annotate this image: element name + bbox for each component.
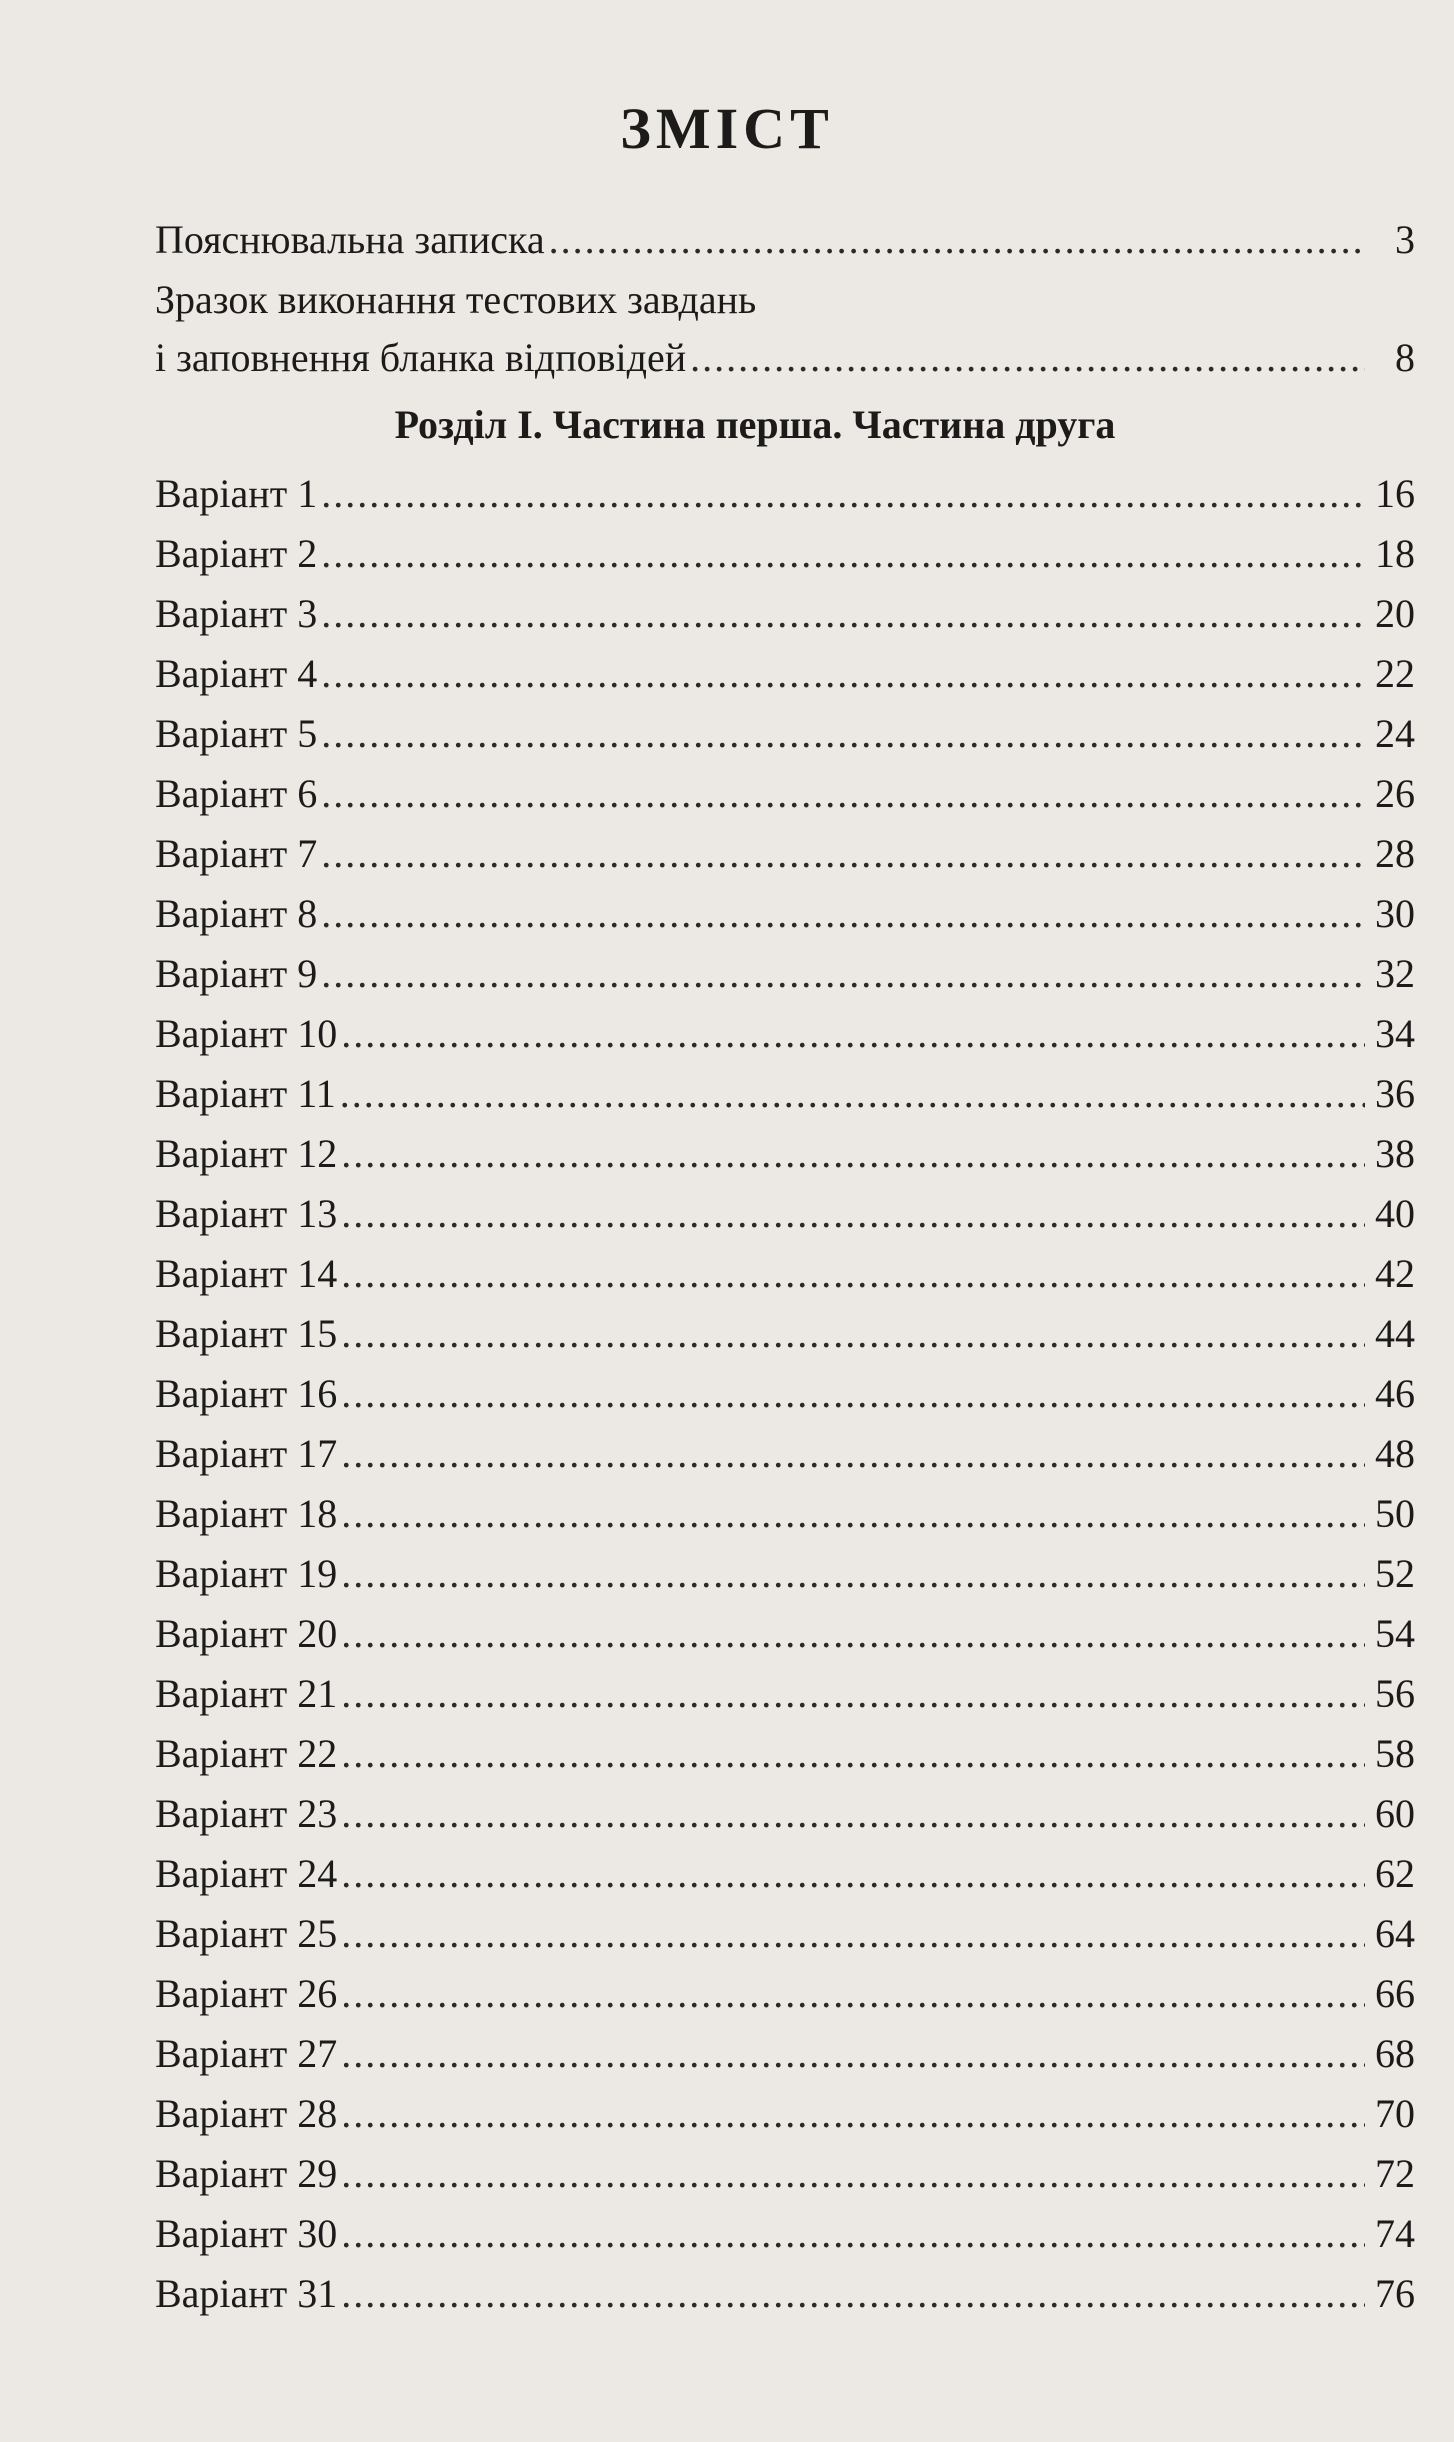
toc-leader-dots — [341, 1244, 1365, 1304]
toc-entry-variant[interactable] — [155, 1184, 1415, 1244]
toc-page-number: 8 — [1395, 335, 1415, 380]
toc-entry-label: Варіант 10 — [155, 1011, 338, 1056]
toc-entry-label: Варіант 1 — [155, 471, 318, 516]
toc-page-number: 18 — [1375, 531, 1415, 576]
toc-entry-variant[interactable] — [155, 764, 1415, 824]
toc-entry-variant[interactable] — [155, 644, 1415, 704]
toc-page-number: 74 — [1375, 2211, 1415, 2256]
toc-page-number: 22 — [1375, 651, 1415, 696]
toc-entry-label: Варіант 30 — [155, 2211, 338, 2256]
toc-page-number: 62 — [1375, 1851, 1415, 1896]
toc-entry-variant[interactable] — [155, 1124, 1415, 1184]
toc-entry-label: Варіант 20 — [155, 1611, 338, 1656]
toc-entry-label: Варіант 25 — [155, 1911, 338, 1956]
toc-entry-label: Варіант 17 — [155, 1431, 338, 1476]
toc-entry-label: Варіант 12 — [155, 1131, 338, 1176]
toc-page-number: 70 — [1375, 2091, 1415, 2136]
toc-page-number: 44 — [1375, 1311, 1415, 1356]
toc-entry-variant[interactable] — [155, 2084, 1415, 2144]
toc-entry-variant[interactable] — [155, 1904, 1415, 1964]
toc-entry-label: Варіант 11 — [155, 1071, 336, 1116]
toc-page-number: 24 — [1375, 711, 1415, 756]
toc-page-number: 60 — [1375, 1791, 1415, 1836]
toc-leader-dots — [341, 1184, 1365, 1244]
toc-leader-dots — [321, 524, 1365, 584]
toc-leader-dots — [341, 1664, 1365, 1724]
page-title: ЗМІСТ — [620, 96, 834, 161]
toc-entry-label: Варіант 4 — [155, 651, 318, 696]
toc-page-number: 36 — [1375, 1071, 1415, 1116]
toc-leader-dots — [341, 2084, 1365, 2144]
toc-entry-label: Варіант 8 — [155, 891, 318, 936]
table-of-contents — [155, 210, 1415, 2324]
toc-entry-label: Варіант 26 — [155, 1971, 338, 2016]
toc-page-number: 42 — [1375, 1251, 1415, 1296]
toc-entry-variant[interactable] — [155, 1244, 1415, 1304]
toc-page-number: 54 — [1375, 1611, 1415, 1656]
toc-entry-variant[interactable] — [155, 584, 1415, 644]
toc-entry-label: Варіант 18 — [155, 1491, 338, 1536]
toc-entry-variant[interactable] — [155, 1604, 1415, 1664]
toc-entry-variant[interactable] — [155, 704, 1415, 764]
toc-leader-dots — [341, 2024, 1365, 2084]
variant-list — [155, 464, 1415, 2324]
toc-page-number: 76 — [1375, 2271, 1415, 2316]
toc-entry-variant[interactable] — [155, 824, 1415, 884]
toc-page-number: 66 — [1375, 1971, 1415, 2016]
toc-entry-label: Пояснювальна записка — [155, 217, 545, 262]
toc-entry-variant[interactable] — [155, 2024, 1415, 2084]
toc-entry-variant[interactable] — [155, 1424, 1415, 1484]
toc-leader-dots — [341, 1424, 1365, 1484]
toc-entry-label: Варіант 27 — [155, 2031, 338, 2076]
toc-entry-sample-line1[interactable] — [155, 270, 1415, 330]
toc-leader-dots — [549, 210, 1365, 270]
toc-leader-dots — [341, 1364, 1365, 1424]
toc-page-number: 32 — [1375, 951, 1415, 996]
toc-page-number: 58 — [1375, 1731, 1415, 1776]
toc-leader-dots — [321, 644, 1365, 704]
toc-entry-label: Варіант 16 — [155, 1371, 338, 1416]
toc-entry-variant[interactable] — [155, 944, 1415, 1004]
toc-entry-variant[interactable] — [155, 2204, 1415, 2264]
toc-leader-dots — [321, 824, 1365, 884]
toc-leader-dots — [341, 1964, 1365, 2024]
toc-page-number: 30 — [1375, 891, 1415, 936]
toc-page-number: 68 — [1375, 2031, 1415, 2076]
toc-leader-dots — [341, 1604, 1365, 1664]
toc-entry-label: і заповнення бланка відповідей — [155, 335, 687, 380]
toc-leader-dots — [340, 1064, 1365, 1124]
toc-entry-variant[interactable] — [155, 2144, 1415, 2204]
toc-leader-dots — [341, 1484, 1365, 1544]
toc-entry-label: Варіант 19 — [155, 1551, 338, 1596]
toc-leader-dots — [341, 1904, 1365, 1964]
toc-entry-variant[interactable] — [155, 1724, 1415, 1784]
toc-leader-dots — [341, 1004, 1365, 1064]
toc-page-number: 56 — [1375, 1671, 1415, 1716]
toc-entry-variant[interactable] — [155, 1304, 1415, 1364]
toc-page-number: 50 — [1375, 1491, 1415, 1536]
toc-page-number: 3 — [1395, 217, 1415, 262]
toc-entry-variant[interactable] — [155, 1844, 1415, 1904]
toc-entry-variant[interactable] — [155, 1784, 1415, 1844]
toc-entry-variant[interactable] — [155, 1964, 1415, 2024]
section-heading: Розділ І. Частина перша. Частина друга — [394, 402, 1116, 447]
toc-leader-dots — [321, 704, 1365, 764]
toc-page-number: 46 — [1375, 1371, 1415, 1416]
toc-page-number: 28 — [1375, 831, 1415, 876]
toc-entry-variant[interactable] — [155, 2264, 1415, 2324]
toc-page-number: 20 — [1375, 591, 1415, 636]
toc-entry-explanatory-note[interactable] — [155, 210, 1415, 270]
toc-entry-variant[interactable] — [155, 464, 1415, 524]
toc-entry-variant[interactable] — [155, 1064, 1415, 1124]
toc-entry-variant[interactable] — [155, 1004, 1415, 1064]
toc-entry-label: Варіант 3 — [155, 591, 318, 636]
toc-entry-label: Варіант 7 — [155, 831, 318, 876]
toc-leader-dots — [341, 1784, 1365, 1844]
toc-entry-label: Варіант 23 — [155, 1791, 338, 1836]
toc-entry-label: Варіант 21 — [155, 1671, 338, 1716]
toc-entry-variant[interactable] — [155, 1664, 1415, 1724]
toc-leader-dots — [341, 2204, 1365, 2264]
toc-entry-label: Варіант 31 — [155, 2271, 338, 2316]
toc-leader-dots — [321, 944, 1365, 1004]
toc-leader-dots — [321, 584, 1365, 644]
toc-page-number: 16 — [1375, 471, 1415, 516]
toc-leader-dots — [341, 1124, 1365, 1184]
toc-leader-dots — [690, 330, 1365, 386]
toc-leader-dots — [321, 464, 1365, 524]
toc-page-number: 72 — [1375, 2151, 1415, 2196]
toc-leader-dots — [341, 1304, 1365, 1364]
toc-page-number: 48 — [1375, 1431, 1415, 1476]
toc-entry-label: Варіант 24 — [155, 1851, 338, 1896]
toc-page-number: 40 — [1375, 1191, 1415, 1236]
toc-entry-label: Варіант 29 — [155, 2151, 338, 2196]
toc-leader-dots — [321, 884, 1365, 944]
toc-leader-dots — [341, 1844, 1365, 1904]
toc-leader-dots — [321, 764, 1365, 824]
toc-page-number: 26 — [1375, 771, 1415, 816]
toc-entry-label: Зразок виконання тестових завдань — [155, 277, 757, 322]
toc-page-number: 52 — [1375, 1551, 1415, 1596]
toc-leader-dots — [341, 1544, 1365, 1604]
toc-entry-label: Варіант 6 — [155, 771, 318, 816]
toc-entry-label: Варіант 5 — [155, 711, 318, 756]
toc-entry-label: Варіант 15 — [155, 1311, 338, 1356]
toc-entry-label: Варіант 9 — [155, 951, 318, 996]
toc-entry-variant[interactable] — [155, 1544, 1415, 1604]
toc-entry-variant[interactable] — [155, 1484, 1415, 1544]
toc-entry-variant[interactable] — [155, 884, 1415, 944]
toc-entry-label: Варіант 13 — [155, 1191, 338, 1236]
toc-entry-label: Варіант 28 — [155, 2091, 338, 2136]
toc-page-number: 64 — [1375, 1911, 1415, 1956]
toc-entry-sample-line2[interactable] — [155, 330, 1415, 386]
toc-page-number: 34 — [1375, 1011, 1415, 1056]
toc-leader-dots — [341, 1724, 1365, 1784]
toc-entry-label: Варіант 2 — [155, 531, 318, 576]
toc-entry-label: Варіант 14 — [155, 1251, 338, 1296]
toc-entry-variant[interactable] — [155, 524, 1415, 584]
toc-leader-dots — [341, 2264, 1365, 2324]
toc-leader-dots — [341, 2144, 1365, 2204]
toc-entry-label: Варіант 22 — [155, 1731, 338, 1776]
toc-entry-variant[interactable] — [155, 1364, 1415, 1424]
toc-page-number: 38 — [1375, 1131, 1415, 1176]
